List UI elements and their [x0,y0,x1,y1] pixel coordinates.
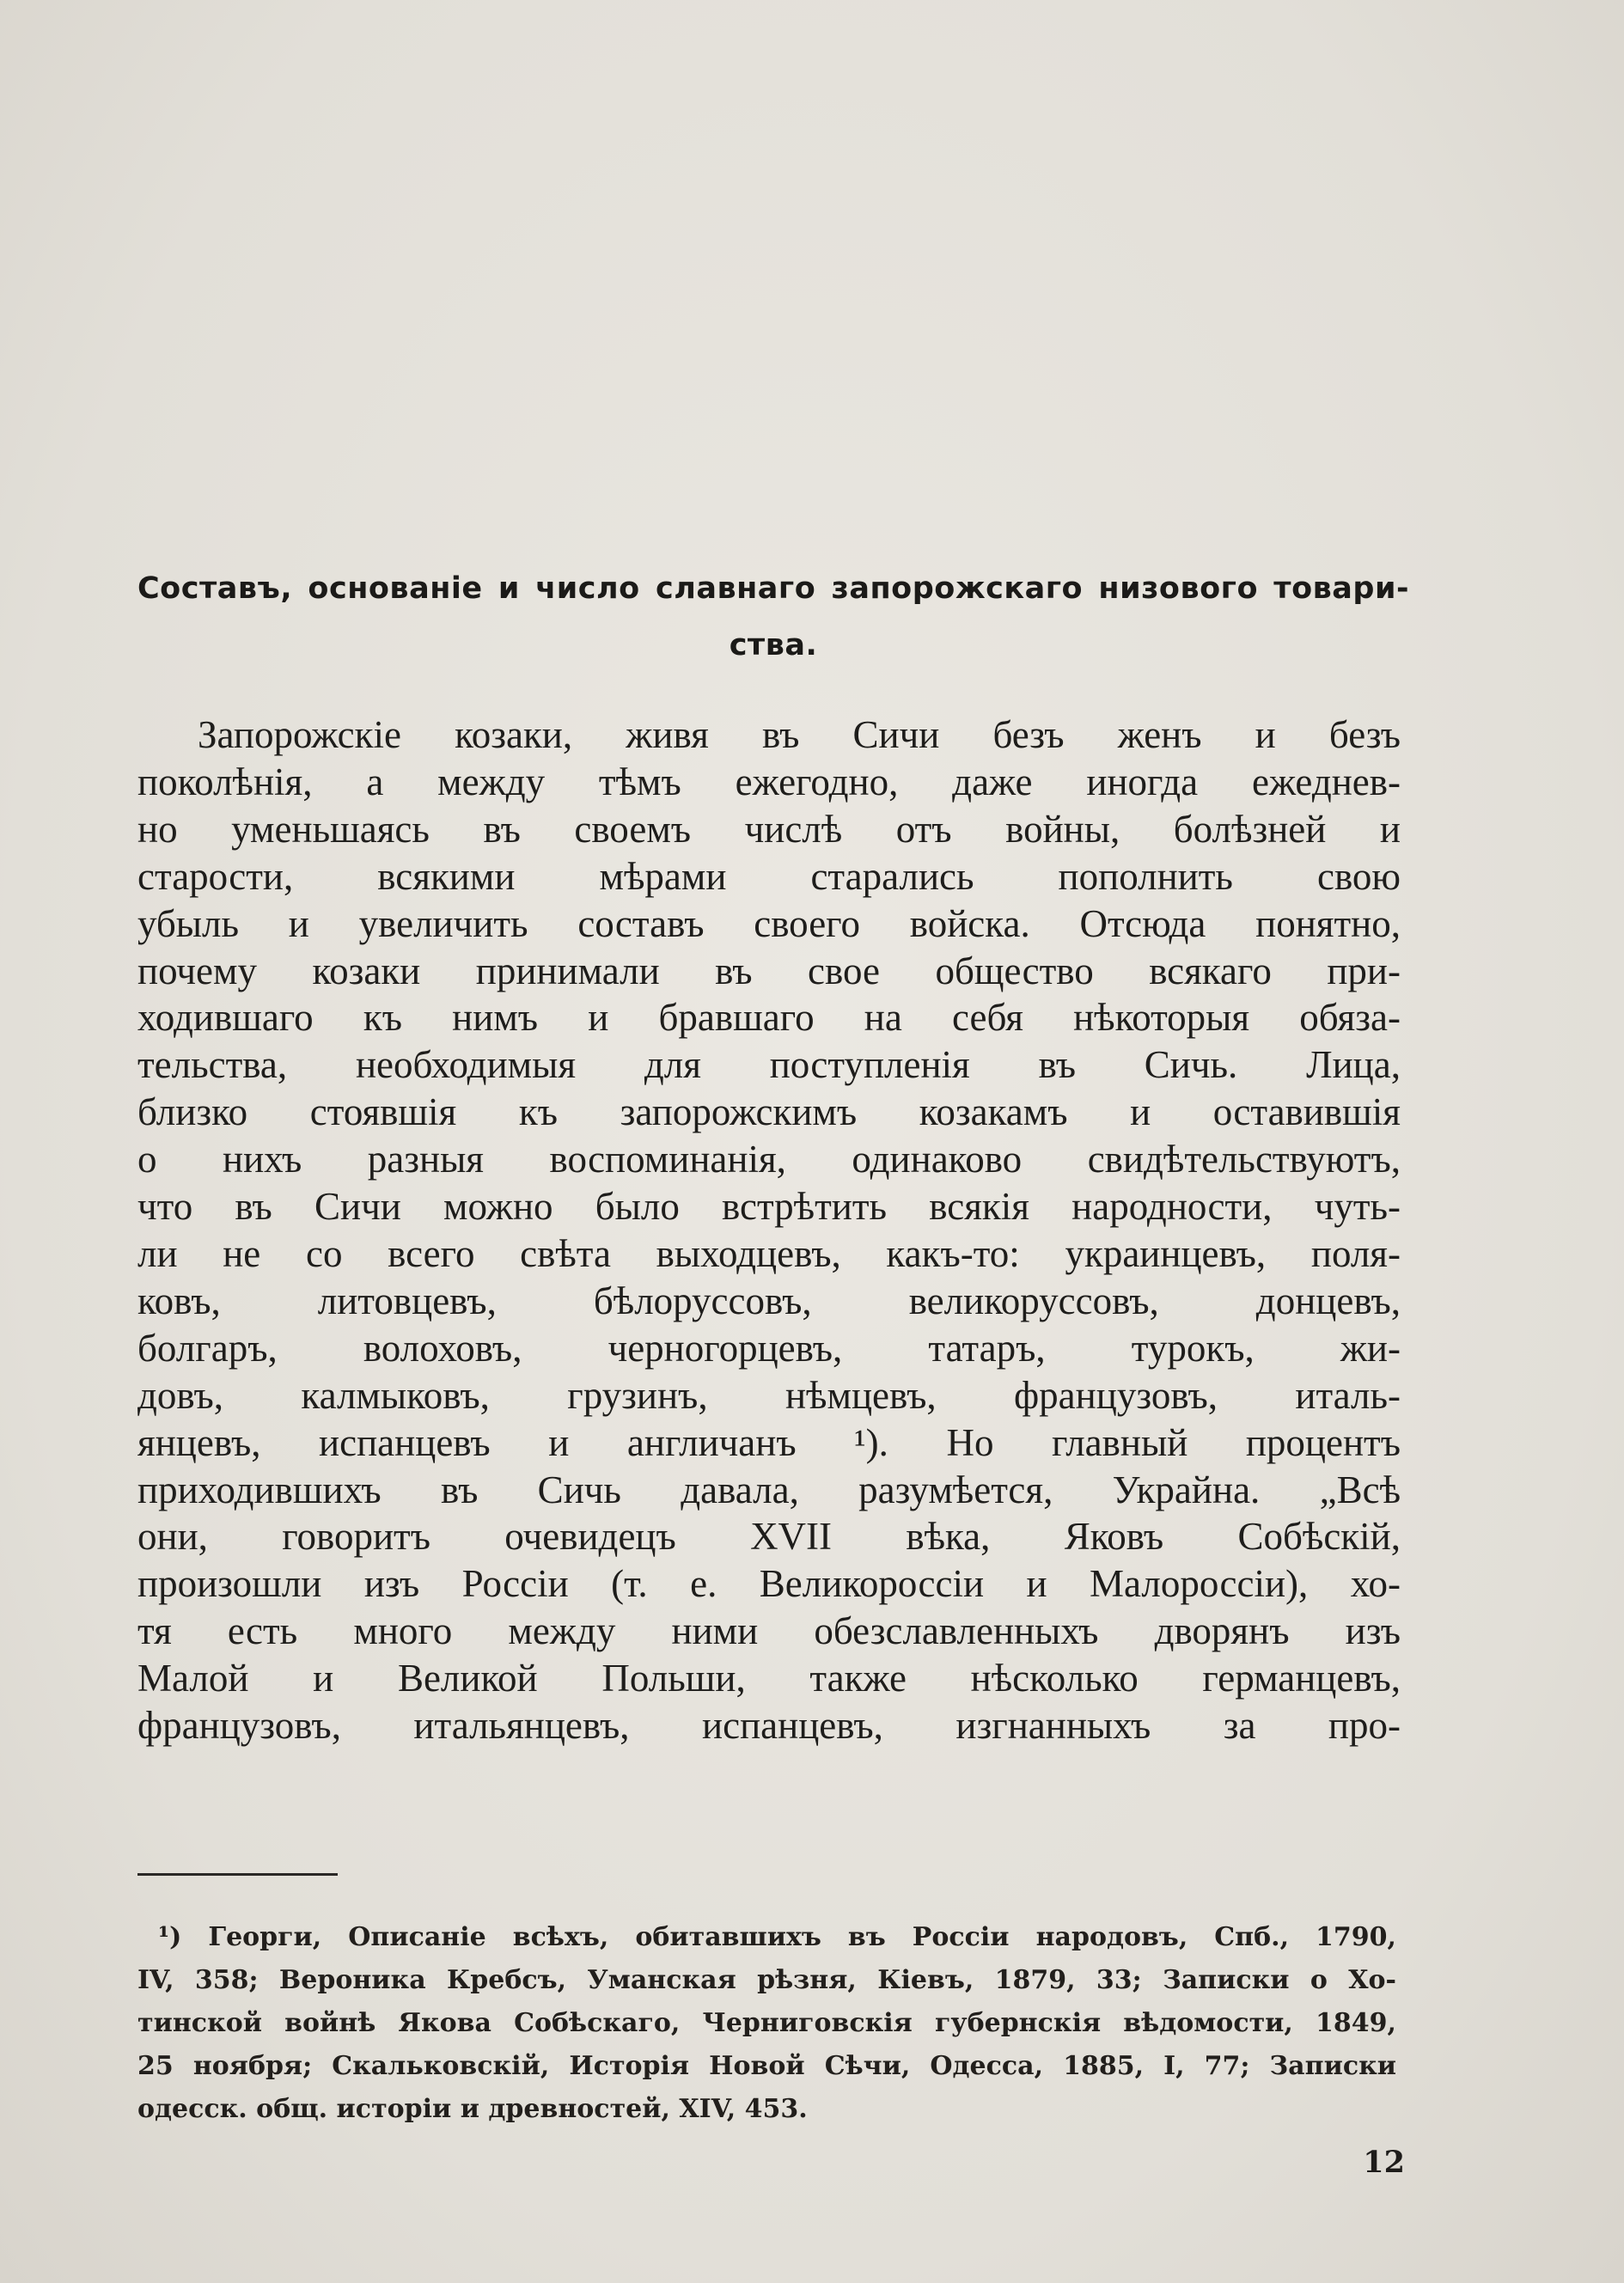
body-line: старости, всякими мѣрами старались пополнить свою [137,854,1401,898]
footnote-line: тинской войнѣ Якова Собѣскаго, Черниговскія губернскія вѣдомости, 1849, [137,2008,1396,2038]
body-line: близко стоявшія къ запорожскимъ козакамъ и оставившія [137,1090,1401,1134]
body-paragraph [137,711,1401,1749]
body-line: янцевъ, испанцевъ и англичанъ ¹). Но главный процентъ [137,1420,1401,1464]
footnote-line: IV, 358; Вероника Кребсъ, Уманская рѣзня, Кіевъ, 1879, 33; Записки о Хо- [137,1965,1396,1995]
body-line: довъ, калмыковъ, грузинъ, нѣмцевъ, французовъ, италь- [137,1373,1401,1417]
body-line: поколѣнія, а между тѣмъ ежегодно, даже иногда ежеднев- [137,760,1401,803]
body-line: французовъ, итальянцевъ, испанцевъ, изгнанныхъ за про- [137,1704,1401,1748]
body-line: болгаръ, волоховъ, черногорцевъ, татаръ, турокъ, жи- [137,1326,1401,1370]
body-line: тя есть много между ними обезславленныхъ дворянъ изъ [137,1609,1401,1653]
body-line: что въ Сичи можно было встрѣтить всякія народности, чуть- [137,1185,1401,1229]
footnote-line: 25 ноября; Скальковскій, Исторія Новой Сѣчи, Одесса, 1885, I, 77; Записки [137,2051,1396,2081]
body-line: приходившихъ въ Сичь давала, разумѣется, Украйна. „Всѣ [137,1468,1401,1511]
footnote-line: одесск. общ. исторіи и древностей, XIV, 453. [137,2094,808,2124]
body-line: почему козаки принимали въ свое общество всякаго при- [137,949,1401,992]
page-number: 12 [1363,2145,1405,2180]
heading-line-1: Составъ, основаніе и число славнаго запорожскаго низового товари- [137,571,1409,606]
body-line: убыль и увеличить составъ своего войска. Отсюда понятно, [137,901,1401,945]
body-line: тельства, необходимыя для поступленія въ Сичь. Лица, [137,1043,1401,1087]
section-heading [137,560,1409,674]
body-line: Запорожскіе козаки, живя въ Сичи безъ женъ и безъ [198,713,1401,756]
body-line: но уменьшаясь въ своемъ числѣ отъ войны, болѣзней и [137,807,1401,851]
body-line: Малой и Великой Польши, также нѣсколько германцевъ, [137,1657,1401,1700]
body-line: ли не со всего свѣта выходцевъ, какъ-то: украинцевъ, поля- [137,1231,1401,1275]
body-line: произошли изъ Россіи (т. е. Великороссіи и Малороссіи), хо- [137,1562,1401,1606]
body-line: о нихъ разныя воспоминанія, одинаково свидѣтельствуютъ, [137,1138,1401,1181]
body-line: они, говоритъ очевидецъ XVII вѣка, Яковъ Собѣскій, [137,1515,1401,1559]
footnotes [137,1916,1396,2131]
body-line: ходившаго къ нимъ и бравшаго на себя нѣкоторыя обяза- [137,996,1401,1040]
footnote-line: ¹) Георги, Описаніе всѣхъ, обитавшихъ въ Россіи народовъ, Спб., 1790, [158,1922,1396,1952]
footnote-divider [137,1873,338,1876]
heading-line-2: ства. [729,628,818,662]
body-line: ковъ, литовцевъ, бѣлоруссовъ, великоруссовъ, донцевъ, [137,1279,1401,1322]
